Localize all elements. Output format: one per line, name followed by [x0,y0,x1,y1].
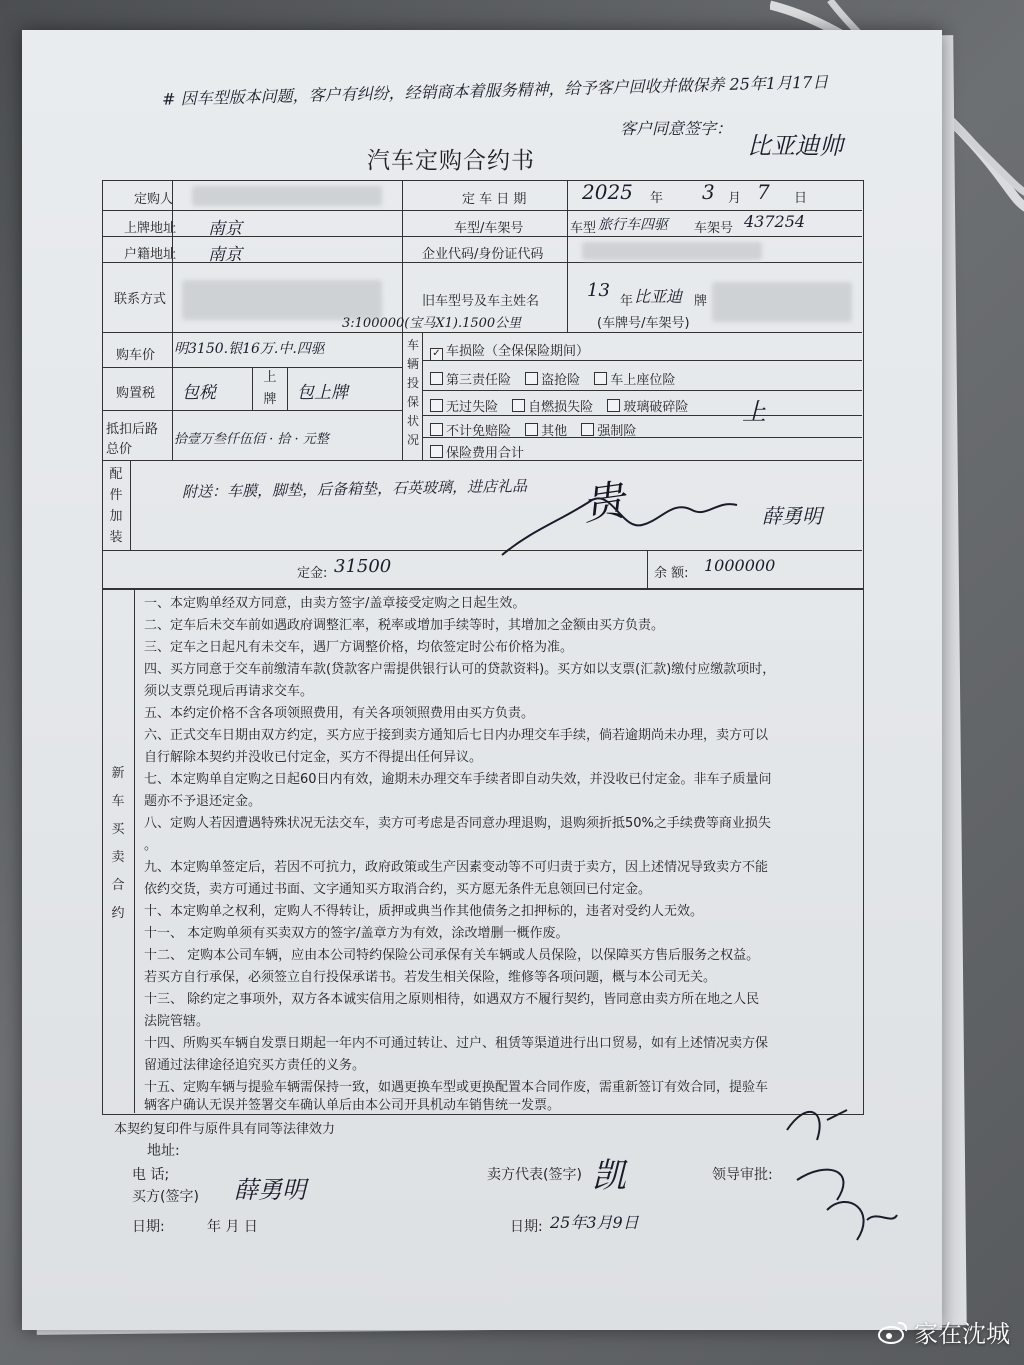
label-seller-date: 日期: [510,1219,543,1235]
buyer-signature: 薛勇明 [234,1176,306,1204]
copy-validity-note: 本契约复印件与原件具有同等法律效力 [114,1122,336,1137]
ins-label-4: 无过失险 [446,400,499,415]
clause-line: 须以支票兑现后再请求交车。 [144,684,314,699]
clause-line: 十四、所购买车辆自发票日期起一年内不可通过转让、过户、租赁等渠道进行出口贸易，如有上述情况卖方保 [144,1036,769,1051]
frame-value: 437254 [744,212,806,231]
clause-line: 八、定购人若因遭遇特殊状况无法交车，卖方可考虑是否同意办理退购，退购须折抵50%之手续费等商业损失 [144,816,771,831]
ins-label-1: 第三责任险 [446,373,512,388]
clause-line: 辆客户确认无误并签署交车确认单后由本公司开具机动车销售统一发票。 [144,1098,561,1113]
clause-line: 九、本定购单签定后，若因不可抗力，政府政策或生产因素变动等不可归责于卖方，因上述情况导致卖方不能 [144,860,769,875]
top-handwritten-note: # 因车型版本问题，客户有纠纷，经销商本着服务精神，给予客户回收并做保养 25年1月17日 [161,72,829,109]
clause-line: 十三、 除约定之事项外，双方各本诚实信用之原则相待，如遇双方不履行契约，皆同意由卖方所在地之人民 [144,992,760,1007]
accessories-signature: 贵 [579,475,628,530]
clause-line: 留通过法律途径追究买方责任的义务。 [144,1058,366,1073]
label-buyer-sign: 买方(签字) [132,1189,199,1205]
label-year: 年 [650,191,664,206]
model-value: 旅行车四驱 [598,217,668,233]
label-address: 地址: [147,1143,180,1159]
signer-label: 客户同意签字： [620,119,733,138]
clause-line: 十、本定购单之权利，定购人不得转让，质押或典当作其他债务之扣押标的，违者对受约人无效。 [144,904,704,919]
insurance-row-3 [430,396,688,415]
label-household-address: 户籍地址 [124,247,177,262]
ins-label-6: 玻璃破碎险 [623,400,689,415]
contract-side-label: 新车买卖合约 [111,766,125,921]
insurance-row-2 [430,369,675,388]
ins-label-10: 保险费用合计 [446,446,525,461]
insurance-row-1 [430,340,589,361]
form-title: 汽车定购合约书 [367,148,535,174]
ins-cb-7[interactable] [430,423,443,436]
leader-signature [767,1090,907,1250]
clause-line: 四、买方同意于交车前缴清车款(贷款客户需提供银行认可的贷款资料)。买方如以支票(汇款)缴付应缴款项时， [144,662,776,677]
label-seller-sign: 卖方代表(签字) [487,1167,582,1183]
purchase-tax-value: 包税 [182,383,216,403]
label-contact: 联系方式 [114,292,167,307]
accessories-signature-2: 薛勇明 [762,504,822,528]
ins-label-8: 其他 [541,424,568,439]
label-price: 购车价 [116,348,156,363]
balance-value: 1000000 [704,556,776,575]
contract-paper [22,30,942,1330]
label-old-year: 年 [620,294,634,309]
accessories-value: 附送：车膜，脚垫，后备箱垫，石英玻璃，进店礼品 [181,476,528,502]
clause-line: 依约交货，卖方可通过书面、文字通知买方取消合约，买方愿无条件无息领回已付定金。 [144,882,652,897]
label-frame-prefix: 车架号 [694,221,734,236]
clause-line: 。 [144,838,158,853]
ins-cb-5[interactable] [512,399,525,412]
clause-line: 六、正式交车日期由双方约定，买方应于接到卖方通知后七日内办理交车手续，倘若逾期尚未办理，卖方可以 [144,728,769,743]
label-leader-approval: 领导审批: [712,1167,773,1183]
clause-line: 十二、 定购本公司车辆，应由本公司特约保险公司承保有关车辆或人员保险，以保障买方售后服务之权益。 [144,948,760,963]
ins-label-7: 不计免赔险 [446,424,512,439]
household-address-value: 南京 [208,245,242,265]
label-purchase-tax: 购置税 [116,386,156,401]
ins-label-2: 盗抢险 [541,373,581,388]
label-buyer-date: 日期: [132,1219,165,1235]
label-company-id: 企业代码/身份证代码 [422,247,544,262]
label-phone: 电 话; [132,1167,170,1183]
old-car-note: 3:100000(宝马X1).1500公里 [342,316,522,331]
buyer-date-blank: 年 月 日 [207,1219,258,1235]
label-accessories-vertical: 配件加装 [109,467,123,545]
seller-signature: 凯 [592,1156,626,1196]
label-plate-address: 上牌地址 [124,221,177,236]
clause-line: 法院管辖。 [144,1014,210,1029]
ins-cb-3[interactable] [594,372,607,385]
clause-line: 一、本定购单经双方同意，由卖方签字/盖章接受定购之日起生效。 [144,596,526,611]
clause-line: 十一、 本定购单须有买卖双方的签字/盖章方为有效，涂改增删一概作废。 [144,926,569,941]
plate-fee-value: 包上牌 [297,383,348,403]
label-old-car: 旧车型号及车主姓名 [422,294,540,309]
watermark-text: 家在沈城 [914,1320,1010,1348]
signature-scribble [492,470,752,570]
clause-line: 十五、定购车辆与提验车辆需保持一致，如遇更换车型或更换配置本合同作废，需重新签订有效合同，提验车 [144,1080,769,1095]
insurance-side-note: 上 [742,398,766,426]
label-month: 月 [728,191,742,206]
label-balance: 余 额: [654,566,689,581]
label-model-frame: 车型/车架号 [454,221,524,236]
label-deposit: 定金: [297,566,328,581]
ins-label-0: 车损险（全保保险期间） [446,344,590,359]
ins-cb-8[interactable] [525,423,538,436]
deposit-value: 31500 [334,556,392,577]
label-model-prefix: 车型 [570,221,597,236]
ins-cb-6[interactable] [607,399,620,412]
watermark [878,1314,1010,1349]
redacted-id-number [582,242,762,260]
ins-cb-0[interactable]: ✓ [430,348,443,361]
ins-cb-2[interactable] [525,372,538,385]
old-car-brand: 比亚迪 [634,287,683,306]
label-deduct-total: 抵扣后路总价 [106,422,159,457]
order-day: 7 [757,180,770,204]
clause-line: 七、本定购单自定购之日起60日内有效，逾期未办理交车手续者即自动失效，并没收已付定金。非车子质量问 [144,772,772,787]
label-buyer: 定购人 [134,192,174,207]
ins-label-5: 自燃损失险 [528,400,594,415]
clause-line: 五、本约定价格不含各项领照费用，有关各项领照费用由买方负责。 [144,706,535,721]
label-plate-frame: (车牌号/车架号) [597,316,690,331]
order-year: 2025 [582,180,633,204]
weibo-icon [878,1319,908,1345]
label-plate-fee: 上牌 [263,370,277,407]
clause-line: 若买方自行承保，必须签立自行投保承诺书。若发生相关保险，维修等各项问题，概与本公司无关。 [144,970,717,985]
redacted-old-owner [712,282,852,322]
order-month: 3 [702,180,715,204]
insurance-row-5 [430,442,524,461]
ins-label-9: 强制险 [597,424,637,439]
label-order-date: 定 车 日 期 [462,192,527,207]
ins-cb-4[interactable] [430,399,443,412]
label-day: 日 [794,191,808,206]
clause-line: 二、定车后未交车前如遇政府调整汇率，税率或增加手续等时，其增加之金额由买方负责。 [144,618,665,633]
ins-label-3: 车上座位险 [610,373,676,388]
label-insurance-vertical: 车辆投保状况 [406,338,419,447]
ins-cb-1[interactable] [430,372,443,385]
plate-address-value: 南京 [208,219,242,239]
ins-cb-10[interactable] [430,445,443,458]
clause-line: 三、定车之日起凡有未交车，遇厂方调整价格，均依签定时公布价格为准。 [144,640,574,655]
deduct-total-value: 拾壹万叁仟伍佰 · 拾 · 元整 [174,432,329,447]
insurance-row-4 [430,420,636,439]
clause-line: 题亦不予退还定金。 [144,794,262,809]
price-value: 明3150.银16万.中.四驱 [174,341,325,357]
signer-signature: 比亚迪帅 [747,132,843,160]
clause-line: 自行解除本契约并没收已付定金，买方不得提出任何异议。 [144,750,483,765]
old-car-year: 13 [587,280,610,301]
seller-date-value: 25年3月9日 [550,1213,639,1232]
ins-cb-9[interactable] [581,423,594,436]
redacted-buyer-name [192,186,382,206]
label-old-brand: 牌 [694,294,708,309]
